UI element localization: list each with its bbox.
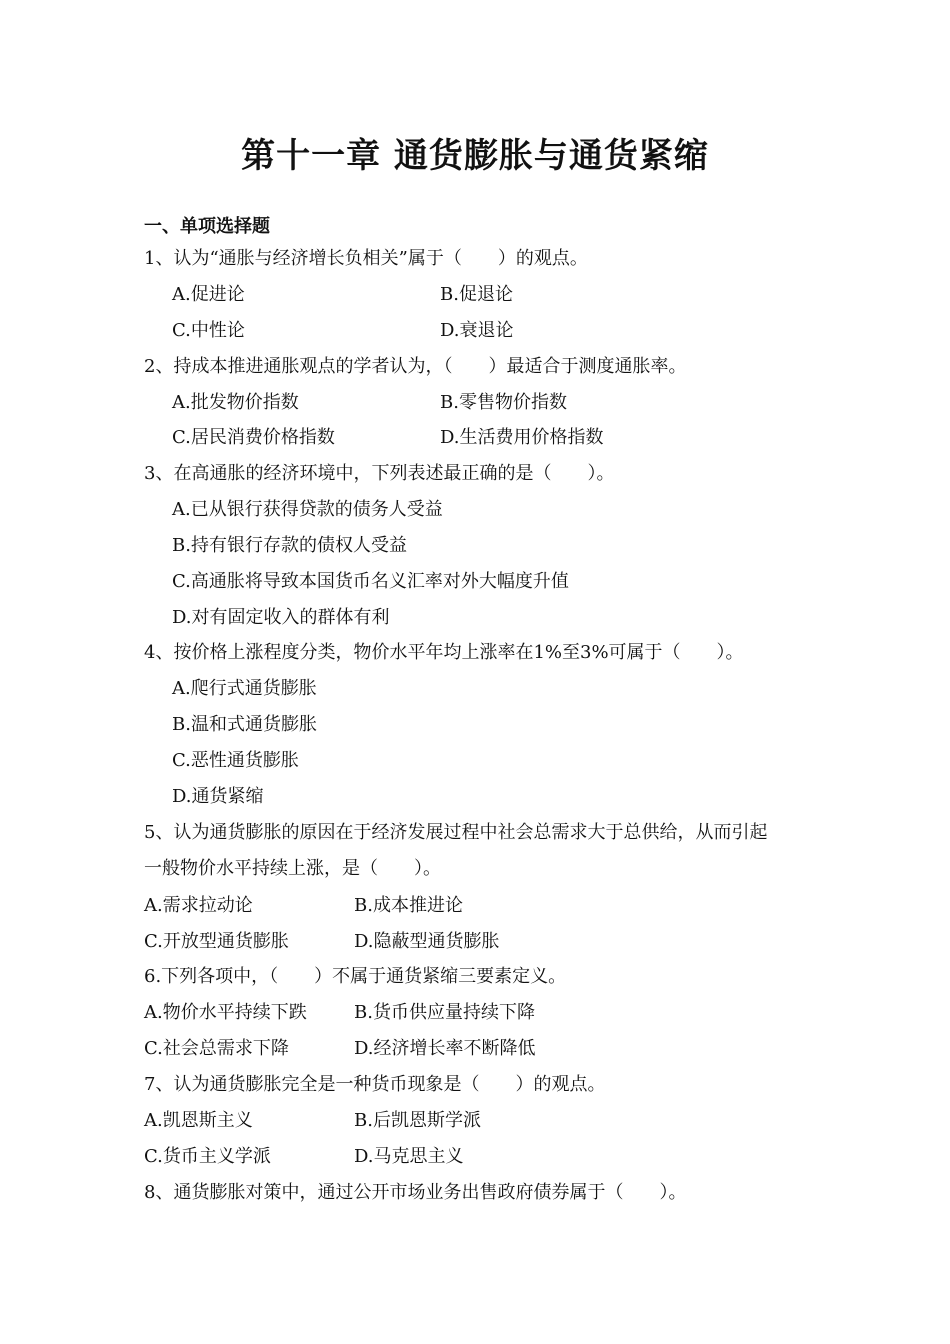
question-6-option-d: D.经济增长率不断降低 xyxy=(354,1038,536,1059)
page-title: 第十一章 通货膨胀与通货紧缩 xyxy=(241,136,709,176)
question-7-option-b: B.后凯恩斯学派 xyxy=(354,1110,481,1131)
question-5-option-d: D.隐蔽型通货膨胀 xyxy=(354,931,500,952)
question-4-stem: 4、按价格上涨程度分类，物价水平年均上涨率在1%至3%可属于（ ）。 xyxy=(144,642,744,663)
question-2-stem: 2、持成本推进通胀观点的学者认为，（ ）最适合于测度通胀率。 xyxy=(144,356,687,377)
question-1-option-d: D.衰退论 xyxy=(440,320,514,341)
question-1-option-c: C.中性论 xyxy=(172,320,245,341)
question-5-option-b: B.成本推进论 xyxy=(354,895,463,916)
question-1-option-b: B.促退论 xyxy=(440,284,513,305)
question-6-option-c: C.社会总需求下降 xyxy=(144,1038,289,1059)
question-1-option-a: A.促进论 xyxy=(172,284,245,305)
question-4-option-b: B.温和式通货膨胀 xyxy=(172,714,317,735)
question-4-option-a: A.爬行式通货膨胀 xyxy=(172,678,317,699)
question-6-option-b: B.货币供应量持续下降 xyxy=(354,1002,535,1023)
question-5-option-c: C.开放型通货膨胀 xyxy=(144,931,289,952)
question-3-stem: 3、在高通胀的经济环境中，下列表述最正确的是（ ）。 xyxy=(144,463,615,484)
question-2-option-a: A.批发物价指数 xyxy=(172,392,299,413)
question-6-option-a: A.物价水平持续下跌 xyxy=(144,1002,307,1023)
question-7-stem: 7、认为通货膨胀完全是一种货币现象是（ ）的观点。 xyxy=(144,1074,606,1095)
question-3-option-c: C.高通胀将导致本国货币名义汇率对外大幅度升值 xyxy=(172,571,569,592)
question-2-option-c: C.居民消费价格指数 xyxy=(172,427,335,448)
question-3-option-a: A.已从银行获得贷款的债务人受益 xyxy=(172,499,443,520)
question-3-option-d: D.对有固定收入的群体有利 xyxy=(172,607,390,628)
question-2-option-d: D.生活费用价格指数 xyxy=(440,427,604,448)
question-4-option-c: C.恶性通货膨胀 xyxy=(172,750,299,771)
question-5-stem-line-1: 5、认为通货膨胀的原因在于经济发展过程中社会总需求大于总供给，从而引起 xyxy=(144,822,768,843)
question-1-stem: 1、认为“通胀与经济增长负相关”属于（ ）的观点。 xyxy=(144,248,588,269)
question-7-option-a: A.凯恩斯主义 xyxy=(144,1110,253,1131)
section-heading: 一、单项选择题 xyxy=(144,216,270,237)
question-2-option-b: B.零售物价指数 xyxy=(440,392,567,413)
question-6-stem: 6.下列各项中，（ ）不属于通货紧缩三要素定义。 xyxy=(144,966,567,987)
question-7-option-d: D.马克思主义 xyxy=(354,1146,464,1167)
question-8-stem: 8、通货膨胀对策中，通过公开市场业务出售政府债券属于（ ）。 xyxy=(144,1182,687,1203)
question-5-option-a: A.需求拉动论 xyxy=(144,895,253,916)
question-4-option-d: D.通货紧缩 xyxy=(172,786,264,807)
question-5-stem-line-2: 一般物价水平持续上涨，是（ ）。 xyxy=(144,858,441,879)
question-7-option-c: C.货币主义学派 xyxy=(144,1146,271,1167)
question-3-option-b: B.持有银行存款的债权人受益 xyxy=(172,535,407,556)
